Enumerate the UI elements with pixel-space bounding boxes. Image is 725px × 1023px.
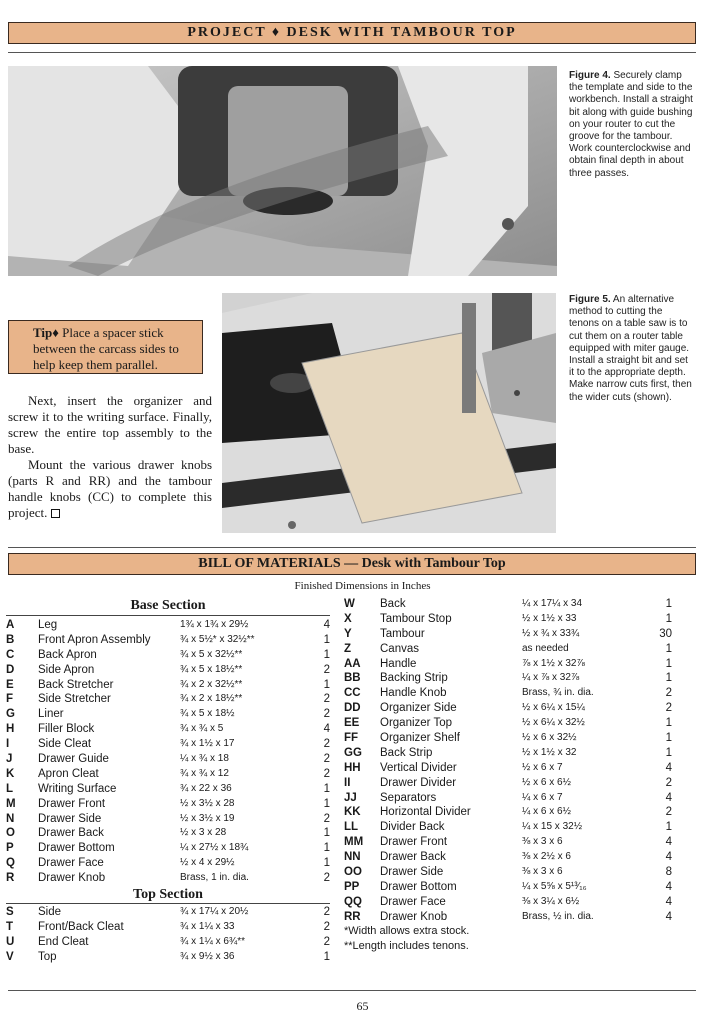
bom-row [344,701,674,716]
part-quantity: 2 [323,753,330,766]
part-dimensions: ½ x 6 x 32½ [522,732,577,744]
bom-row [6,707,332,722]
part-dimensions: ¾ x 5½* x 32½** [180,633,255,645]
figure-5-caption [569,294,694,404]
part-quantity: 1 [665,612,672,625]
part-dimensions: ¾ x 5 x 32½** [180,648,243,660]
part-name: Canvas [380,642,419,655]
part-dimensions: ⅜ x 2½ x 6 [522,851,571,863]
part-quantity: 2 [665,702,672,715]
bom-row [6,841,332,856]
part-quantity: 1 [665,672,672,685]
organizer-parts-list [344,597,674,925]
part-name: Front Apron Assembly [38,633,151,646]
part-name: Handle [380,657,417,670]
body-paragraph-2 [8,457,212,521]
tip-label: Tip♦ [33,325,59,340]
part-quantity: 2 [665,687,672,700]
base-section-rule [6,615,330,616]
part-dimensions: ¼ x 6 x 6½ [522,806,571,818]
part-name: Drawer Guide [38,753,109,766]
bom-row [6,797,332,812]
bom-row [6,633,332,648]
part-name: Side Apron [38,663,95,676]
part-quantity: 2 [323,812,330,825]
part-quantity: 1 [323,648,330,661]
part-name: Drawer Back [380,851,446,864]
part-quantity: 1 [665,642,672,655]
part-letter: RR [344,910,361,923]
part-dimensions: ½ x 6 x 6½ [522,776,571,788]
part-quantity: 1 [323,797,330,810]
body-text [8,393,212,521]
part-name: Handle Knob [380,687,447,700]
part-name: Liner [38,708,64,721]
bom-row [344,686,674,701]
bom-row [6,648,332,663]
part-dimensions: ½ x 6 x 7 [522,761,563,773]
part-letter: C [6,648,15,661]
part-quantity: 1 [323,678,330,691]
base-section-title: Base Section [130,598,206,613]
part-letter: F [6,693,14,706]
bom-row [344,657,674,672]
part-name: Filler Block [38,723,95,736]
part-quantity: 4 [665,761,672,774]
part-letter: CC [344,687,361,700]
part-name: End Cleat [38,935,89,948]
tip-box [8,320,203,374]
part-dimensions: ¼ x 6 x 7 [522,791,563,803]
bom-row [344,850,674,865]
part-quantity: 2 [323,693,330,706]
part-quantity: 4 [665,895,672,908]
bom-row [6,871,332,886]
part-letter: NN [344,851,361,864]
part-name: Divider Back [380,821,445,834]
part-letter: MM [344,836,364,849]
part-name: Horizontal Divider [380,806,471,819]
bom-row [344,791,674,806]
bom-row [344,835,674,850]
part-name: Drawer Face [380,895,446,908]
part-dimensions: ¾ x 5 x 18½** [180,663,243,675]
tip-text: Place a spacer stick between the carcass sides to help keep them parallel. [33,325,179,372]
part-quantity: 2 [323,767,330,780]
bom-row [344,805,674,820]
part-dimensions: ½ x 1½ x 32 [522,746,577,758]
part-letter: E [6,678,14,691]
part-letter: T [6,920,14,933]
part-letter: BB [344,672,361,685]
top-section-rule [6,903,330,904]
part-letter: M [6,797,16,810]
top-section-title: Top Section [133,887,203,902]
part-name: Front/Back Cleat [38,920,124,933]
part-dimensions: ½ x 3 x 28 [180,827,227,839]
part-quantity: 2 [323,708,330,721]
part-name: Backing Strip [380,672,448,685]
part-quantity: 2 [323,906,330,918]
part-quantity: 1 [323,827,330,840]
part-name: Drawer Front [38,797,106,810]
footer-rule [8,990,696,991]
part-dimensions: ¾ x 1¼ x 33 [180,920,235,932]
bom-row [6,905,332,920]
part-quantity: 1 [323,782,330,795]
bom-row [344,612,674,627]
bom-row [6,935,332,950]
footnote-width: *Width allows extra stock. [344,925,470,937]
part-name: Top [38,950,57,963]
part-dimensions: Brass, ¾ in. dia. [522,687,594,699]
part-quantity: 30 [659,627,672,640]
part-letter: B [6,633,15,646]
part-quantity: 2 [665,806,672,819]
bom-title: BILL OF MATERIALS — Desk with Tambour Top [8,553,696,575]
part-dimensions: ¼ x ¾ x 18 [180,753,229,765]
bom-row [344,642,674,657]
end-mark-icon [51,509,60,518]
part-letter: H [6,723,15,736]
part-dimensions: ¾ x ¾ x 12 [180,767,229,779]
bom-row [344,627,674,642]
part-dimensions: ¾ x 9½ x 36 [180,950,235,962]
part-letter: I [6,738,10,751]
bom-row [344,761,674,776]
part-quantity: 4 [665,910,672,923]
footnote-length: **Length includes tenons. [344,939,469,952]
part-quantity: 1 [665,598,672,610]
part-letter: Q [6,857,15,870]
bom-row [6,692,332,707]
part-letter: U [6,935,15,948]
part-letter: LL [344,821,359,834]
part-dimensions: ⅜ x 3 x 6 [522,866,563,878]
part-dimensions: Brass, ½ in. dia. [522,910,594,922]
part-dimensions: ½ x 3½ x 19 [180,812,235,824]
page-number: 65 [356,999,369,1013]
figure-4-label: Figure 4. [569,70,611,81]
part-name: Drawer Divider [380,776,457,789]
bom-row [344,910,674,925]
part-name: Tambour [380,627,425,640]
part-quantity: 2 [323,738,330,751]
part-name: Leg [38,619,58,631]
part-letter: AA [344,657,361,670]
part-dimensions: ¾ x 2 x 18½** [180,693,243,705]
bom-row [344,716,674,731]
bom-row [6,737,332,752]
part-dimensions: ¾ x 1¼ x 6¾** [180,935,246,947]
part-letter: Y [344,627,352,640]
part-letter: N [6,812,15,825]
bom-row [344,597,674,612]
part-quantity: 2 [323,935,330,948]
page-header: PROJECT ♦ DESK WITH TAMBOUR TOP [8,22,696,44]
part-quantity: 1 [665,732,672,745]
part-name: Organizer Side [380,702,457,715]
part-dimensions: ¾ x 22 x 36 [180,782,232,794]
part-dimensions: as needed [522,642,569,654]
part-name: Drawer Front [380,836,448,849]
figure-5-photo [222,293,556,533]
bom-row [6,950,332,965]
header-rule [8,52,696,53]
part-letter: G [6,708,15,721]
part-quantity: 4 [665,791,672,804]
part-letter: V [6,950,14,963]
bom-row [6,722,332,737]
bom-row [344,865,674,880]
bom-row [344,895,674,910]
bom-row [6,618,332,633]
bom-row [344,671,674,686]
part-letter: O [6,827,15,840]
part-letter: Z [344,642,352,655]
figure-5-text: An alternative method to cutting the tenons on a table saw is to cut them on a router table equipped with miter gauge. Install a straight bit and set it to the appropriate depth. Make narrow cuts first, then the wider cuts (shown). [569,294,692,403]
bom-row [344,776,674,791]
bom-row [344,820,674,835]
part-name: Side Cleat [38,738,92,751]
bom-row [6,752,332,767]
part-name: Writing Surface [38,782,117,795]
part-letter: PP [344,880,360,893]
part-name: Drawer Bottom [380,880,457,893]
figure-4-caption [569,70,694,180]
part-dimensions: Brass, 1 in. dia. [180,872,249,884]
part-dimensions: ⅜ x 3 x 6 [522,836,563,848]
part-dimensions: ½ x ¾ x 33¾ [522,627,580,639]
part-dimensions: ¾ x 17¼ x 20½ [180,906,249,917]
bom-row [6,767,332,782]
bom-row [344,731,674,746]
part-dimensions: ¾ x 2 x 32½** [180,678,243,690]
part-letter: L [6,782,14,795]
part-name: Back [380,598,406,610]
base-parts-list [6,618,332,886]
part-name: Separators [380,791,437,804]
part-letter: J [6,753,13,766]
bom-row [344,880,674,895]
part-letter: D [6,663,15,676]
part-quantity: 4 [665,851,672,864]
part-dimensions: 1¾ x 1¾ x 29½ [180,619,249,630]
part-quantity: 1 [323,842,330,855]
part-quantity: 8 [665,866,672,879]
bom-row [6,782,332,797]
part-quantity: 2 [323,872,330,885]
part-quantity: 1 [323,633,330,646]
part-dimensions: ¼ x 17¼ x 34 [522,598,583,609]
part-name: Drawer Bottom [38,842,115,855]
part-letter: JJ [344,791,357,804]
part-quantity: 4 [665,880,672,893]
part-name: Drawer Side [38,812,102,825]
part-letter: II [344,776,351,789]
part-name: Organizer Shelf [380,732,460,745]
part-dimensions: ¾ x 1½ x 17 [180,738,235,750]
figure-4-photo [8,66,557,276]
part-letter: S [6,906,14,918]
part-name: Drawer Knob [380,910,448,923]
part-quantity: 2 [665,776,672,789]
part-letter: A [6,619,15,631]
part-letter: X [344,612,352,625]
part-name: Back Strip [380,746,433,759]
bom-row [6,663,332,678]
part-dimensions: ⅞ x 1½ x 32⅞ [522,657,585,669]
part-dimensions: ¾ x ¾ x 5 [180,723,224,735]
part-letter: EE [344,717,360,730]
body-paragraph-2-text: Mount the various drawer knobs (parts R and RR) and the tambour handle knobs (CC) to complete this project. [8,457,212,520]
part-name: Side Stretcher [38,693,111,706]
part-name: Drawer Face [38,857,104,870]
part-name: Back Stretcher [38,678,114,691]
figure-4-text: Securely clamp the template and side to the workbench. Install a straight bit along with guide bushing on your router to cut the groove for the tambour. Work counterclockwise and obtain final depth in about three passes. [569,70,693,179]
bom-row [6,920,332,935]
part-name: Organizer Top [380,717,453,730]
part-name: Tambour Stop [380,612,452,625]
bom-top-rule [8,547,696,548]
bom-row [6,678,332,693]
part-dimensions: ¼ x ⅞ x 32⅞ [522,672,580,684]
part-quantity: 2 [323,663,330,676]
part-name: Back Apron [38,648,97,661]
part-letter: KK [344,806,361,819]
part-quantity: 1 [665,717,672,730]
part-letter: W [344,598,355,610]
part-dimensions: ½ x 3½ x 28 [180,797,235,809]
part-letter: K [6,767,15,780]
part-letter: DD [344,702,361,715]
part-quantity: 4 [323,723,330,736]
part-quantity: 1 [323,950,330,963]
part-quantity: 4 [665,836,672,849]
part-letter: OO [344,866,362,879]
part-dimensions: ½ x 4 x 29½ [180,857,235,869]
part-letter: QQ [344,895,362,908]
part-letter: P [6,842,14,855]
part-dimensions: ½ x 6¼ x 15¼ [522,702,585,714]
part-quantity: 4 [323,619,330,631]
part-name: Vertical Divider [380,761,457,774]
part-letter: FF [344,732,359,745]
figure-5-label: Figure 5. [569,294,611,305]
bom-row [344,746,674,761]
part-dimensions: ½ x 6¼ x 32½ [522,717,585,729]
part-letter: R [6,872,15,885]
part-name: Drawer Knob [38,872,106,885]
part-name: Apron Cleat [38,767,99,780]
top-parts-list [6,905,332,965]
part-letter: HH [344,761,361,774]
part-quantity: 1 [323,857,330,870]
part-letter: GG [344,746,362,759]
part-dimensions: ¼ x 5⅝ x 5¹³⁄₁₆ [522,880,587,892]
part-name: Side [38,906,62,918]
part-name: Drawer Side [380,866,444,879]
part-dimensions: ¾ x 5 x 18½ [180,708,235,720]
part-quantity: 1 [665,746,672,759]
part-dimensions: ⅜ x 3¼ x 6½ [522,895,580,907]
part-dimensions: ¼ x 15 x 32½ [522,821,583,833]
part-quantity: 2 [323,920,330,933]
body-paragraph-1: Next, insert the organizer and screw it to the writing surface. Finally, screw the entire top assembly to the base. [8,393,212,456]
bom-row [6,812,332,827]
footnotes [344,924,674,953]
part-name: Drawer Back [38,827,104,840]
part-dimensions: ½ x 1½ x 33 [522,612,577,624]
bom-row [6,826,332,841]
part-dimensions: ¼ x 27½ x 18¾ [180,842,249,854]
part-quantity: 1 [665,657,672,670]
bom-row [6,856,332,871]
bom-subtitle: Finished Dimensions in Inches [294,580,431,592]
part-quantity: 1 [665,821,672,834]
